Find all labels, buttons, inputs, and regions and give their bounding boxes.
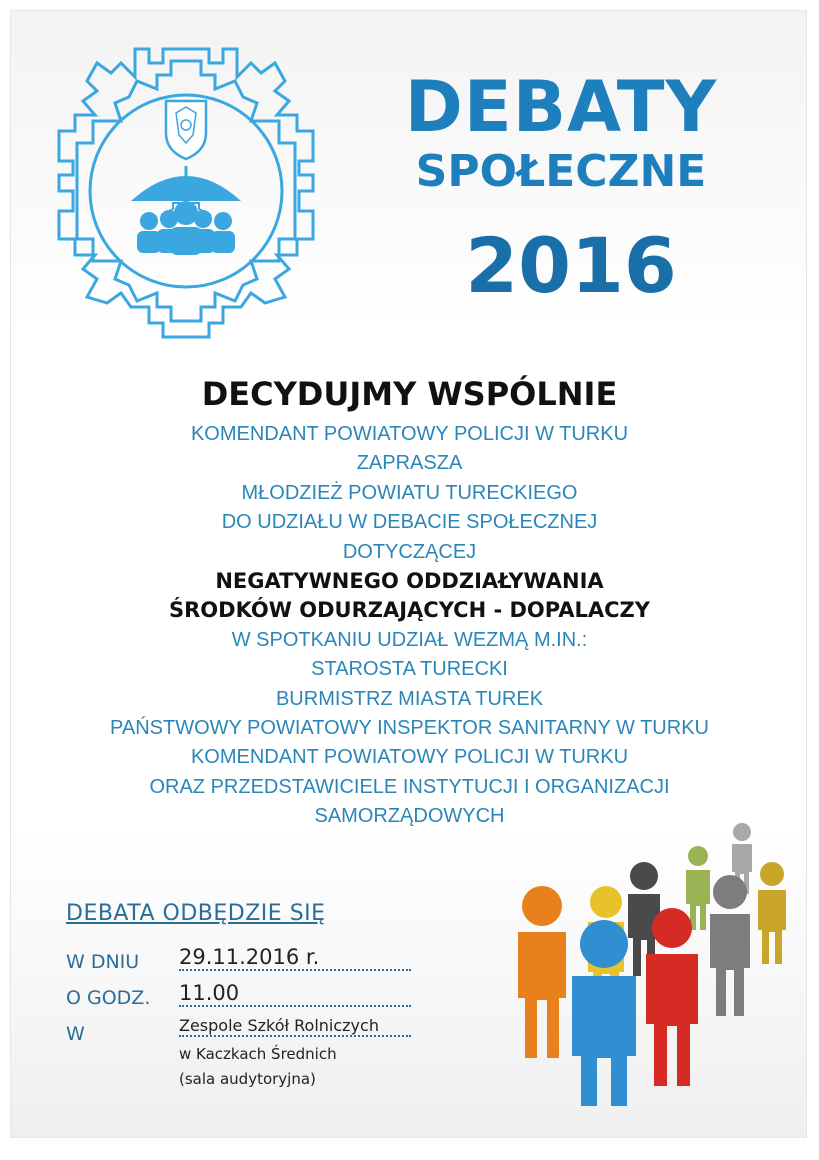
date-label: W DNIU xyxy=(66,951,140,973)
time-value: 11.00 xyxy=(179,981,411,1007)
topic-line: ŚRODKÓW ODURZAJĄCYCH - DOPALACZY xyxy=(169,598,650,623)
main-heading: DECYDUJMY WSPÓLNIE xyxy=(201,375,618,413)
body-line: DO UDZIAŁU W DEBACIE SPOŁECZNEJ xyxy=(221,511,598,534)
people-group-icon xyxy=(496,816,796,1106)
body-line: BURMISTRZ MIASTA TUREK xyxy=(275,687,544,710)
title-debaty: DEBATY xyxy=(404,66,718,148)
body-line: DOTYCZĄCEJ xyxy=(342,540,477,563)
title-year: 2016 xyxy=(465,221,677,310)
body-line: SAMORZĄDOWYCH xyxy=(314,805,505,828)
body-line: STAROSTA TURECKI xyxy=(311,658,508,681)
topic-line: NEGATYWNEGO ODDZIAŁYWANIA xyxy=(215,569,604,594)
time-label: O GODZ. xyxy=(66,987,151,1009)
body-line: W SPOTKANIU UDZIAŁ WEZMĄ M.IN.: xyxy=(231,628,588,651)
body-line: PAŃSTWOWY POWIATOWY INSPEKTOR SANITARNY W TURKU xyxy=(110,717,709,740)
place-label: W xyxy=(66,1023,85,1045)
body-line: ORAZ PRZEDSTAWICIELE INSTYTUCJI I ORGANIZACJI xyxy=(149,775,670,798)
poster xyxy=(10,10,807,1138)
details-title: DEBATA ODBĘDZIE SIĘ xyxy=(66,901,326,926)
body-line: ZAPRASZA xyxy=(356,452,463,475)
main-content xyxy=(11,374,808,832)
police-star-emblem-icon xyxy=(51,41,321,341)
place-line-1: Zespole Szkół Rolniczych xyxy=(179,1016,411,1037)
place-line-3: (sala audytoryjna) xyxy=(179,1070,316,1088)
body-line: MŁODZIEŻ POWIATU TURECKIEGO xyxy=(241,481,578,504)
date-value: 29.11.2016 r. xyxy=(179,945,411,971)
body-line: KOMENDANT POWIATOWY POLICJI W TURKU xyxy=(190,746,629,769)
place-line-2: w Kaczkach Średnich xyxy=(179,1045,337,1063)
title-spoleczne: SPOŁECZNE xyxy=(415,146,707,197)
body-line: KOMENDANT POWIATOWY POLICJI W TURKU xyxy=(190,423,629,445)
